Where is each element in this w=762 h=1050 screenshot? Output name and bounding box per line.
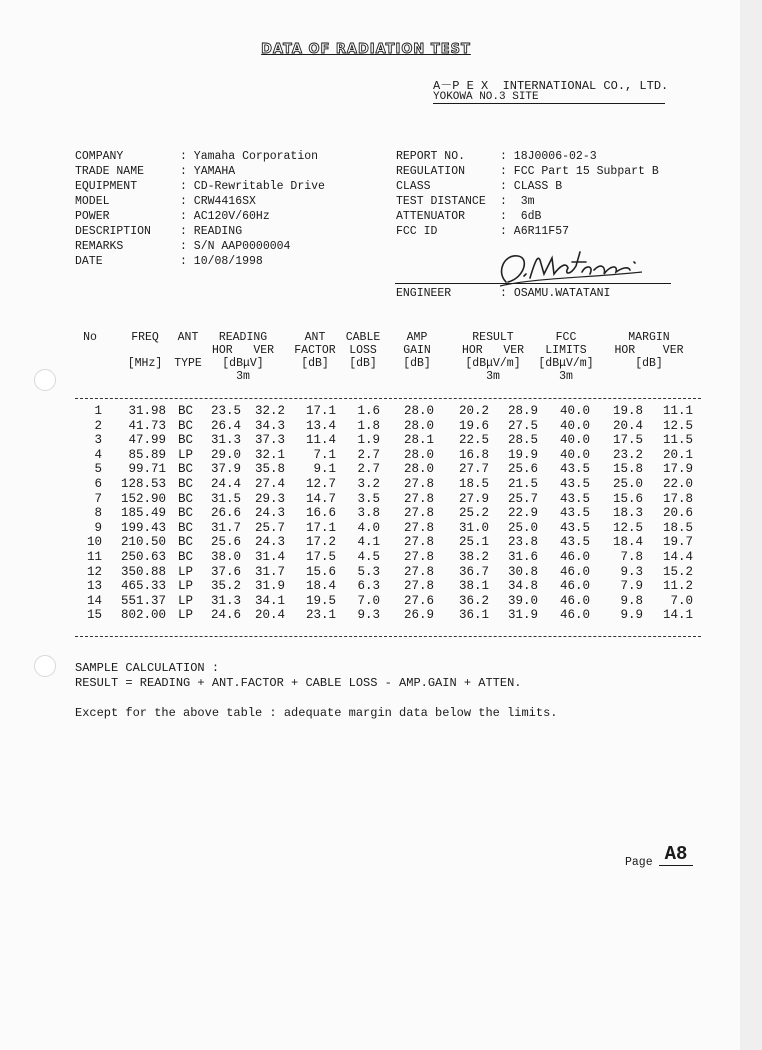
test-site: YOKOWA NO.3 SITE bbox=[433, 91, 665, 104]
page-label: Page bbox=[625, 856, 653, 869]
cell-ant-type: LP bbox=[178, 564, 194, 579]
cell-ant-type: BC bbox=[178, 404, 194, 418]
cell-amp-gain: 27.8 bbox=[403, 506, 434, 521]
cell-ant-factor: 17.2 bbox=[305, 535, 336, 550]
equipment-info-label: EQUIPMENT bbox=[75, 180, 138, 193]
report-info-label: REPORT NO. bbox=[396, 150, 466, 163]
report-info-label: TEST DISTANCE bbox=[396, 195, 486, 208]
cell-fcc-limit: 43.5 bbox=[559, 520, 590, 535]
cell-ant-factor: 7.1 bbox=[313, 447, 336, 462]
report-info-value: : CLASS B bbox=[500, 180, 563, 193]
cell-amp-gain: 26.9 bbox=[403, 608, 434, 623]
cell-amp-gain: 27.8 bbox=[403, 477, 434, 491]
cell-amp-gain: 28.0 bbox=[403, 404, 434, 418]
cell-reading-hor: 31.3 bbox=[210, 593, 241, 608]
cell-result-hor: 36.1 bbox=[458, 608, 489, 623]
cell-no: 5 bbox=[94, 462, 102, 477]
cell-margin-ver: 11.1 bbox=[662, 404, 693, 418]
header-cable-loss: CABLE LOSS [dB] bbox=[345, 331, 381, 370]
cell-result-ver: 39.0 bbox=[507, 593, 538, 608]
equipment-info-label: COMPANY bbox=[75, 150, 124, 163]
cell-reading-ver: 32.2 bbox=[254, 404, 285, 418]
cell-ant-type: BC bbox=[178, 491, 194, 506]
cell-no: 15 bbox=[86, 608, 102, 623]
cell-fcc-limit: 40.0 bbox=[559, 433, 590, 448]
document-title: DATA OF RADIATION TEST bbox=[261, 42, 471, 57]
cell-margin-ver: 11.5 bbox=[662, 433, 693, 448]
company-name: A－P E X INTERNATIONAL CO., LTD. bbox=[433, 79, 669, 93]
cell-fcc-limit: 46.0 bbox=[559, 579, 590, 594]
cell-reading-hor: 25.6 bbox=[210, 535, 241, 550]
cell-result-ver: 25.0 bbox=[507, 520, 538, 535]
equipment-info-label: MODEL bbox=[75, 195, 110, 208]
cell-amp-gain: 28.0 bbox=[403, 418, 434, 433]
cell-freq: 250.63 bbox=[120, 550, 166, 564]
cell-margin-ver: 15.2 bbox=[662, 564, 693, 579]
cell-margin-ver: 18.5 bbox=[662, 520, 693, 535]
cell-margin-hor: 7.8 bbox=[620, 550, 643, 564]
equipment-info-value: : CD-Rewritable Drive bbox=[180, 180, 325, 193]
cell-no: 8 bbox=[94, 506, 102, 521]
cell-margin-hor: 7.9 bbox=[620, 579, 643, 594]
cell-result-ver: 28.5 bbox=[507, 433, 538, 448]
engineer-value: OSAMU.WATATANI bbox=[513, 287, 611, 300]
cell-reading-ver: 34.1 bbox=[254, 593, 285, 608]
cell-fcc-limit: 43.5 bbox=[559, 491, 590, 506]
cell-ant-factor: 13.4 bbox=[305, 418, 336, 433]
cell-cable-loss: 3.5 bbox=[357, 491, 380, 506]
cell-freq: 185.49 bbox=[120, 506, 166, 521]
cell-result-ver: 27.5 bbox=[507, 418, 538, 433]
cell-ant-type: LP bbox=[178, 608, 194, 623]
cell-reading-hor: 37.6 bbox=[210, 564, 241, 579]
header-fcc-limits: FCC LIMITS [dBμV/m] 3m bbox=[538, 331, 594, 383]
cell-reading-hor: 35.2 bbox=[210, 579, 241, 594]
cell-reading-hor: 37.9 bbox=[210, 462, 241, 477]
cell-no: 12 bbox=[86, 564, 102, 579]
cell-ant-factor: 18.4 bbox=[305, 579, 336, 594]
cell-fcc-limit: 43.5 bbox=[559, 462, 590, 477]
cell-ant-type: LP bbox=[178, 447, 194, 462]
cell-margin-ver: 22.0 bbox=[662, 477, 693, 491]
report-info-value: : 3m bbox=[500, 195, 535, 208]
cell-margin-ver: 14.1 bbox=[662, 608, 693, 623]
cell-freq: 41.73 bbox=[128, 418, 166, 433]
cell-no: 1 bbox=[94, 404, 102, 418]
cell-ant-type: BC bbox=[178, 462, 194, 477]
cell-result-ver: 31.9 bbox=[507, 608, 538, 623]
cell-margin-hor: 12.5 bbox=[612, 520, 643, 535]
equipment-info-value: : YAMAHA bbox=[180, 165, 236, 178]
equipment-info-label: REMARKS bbox=[75, 240, 124, 253]
cell-cable-loss: 6.3 bbox=[357, 579, 380, 594]
cell-amp-gain: 27.8 bbox=[403, 550, 434, 564]
cell-ant-type: LP bbox=[178, 593, 194, 608]
cell-reading-ver: 31.9 bbox=[254, 579, 285, 594]
cell-result-hor: 27.7 bbox=[458, 462, 489, 477]
cell-freq: 350.88 bbox=[120, 564, 166, 579]
cell-result-ver: 31.6 bbox=[507, 550, 538, 564]
cell-result-hor: 27.9 bbox=[458, 491, 489, 506]
cell-no: 13 bbox=[86, 579, 102, 594]
cell-amp-gain: 28.1 bbox=[403, 433, 434, 448]
cell-result-hor: 31.0 bbox=[458, 520, 489, 535]
cell-cable-loss: 4.1 bbox=[357, 535, 380, 550]
cell-margin-ver: 17.9 bbox=[662, 462, 693, 477]
cell-ant-type: BC bbox=[178, 433, 194, 448]
cell-amp-gain: 27.8 bbox=[403, 491, 434, 506]
cell-result-hor: 20.2 bbox=[458, 404, 489, 418]
cell-ant-factor: 11.4 bbox=[305, 433, 336, 448]
punch-hole-top bbox=[34, 369, 56, 391]
cell-freq: 551.37 bbox=[120, 593, 166, 608]
cell-ant-factor: 17.1 bbox=[305, 520, 336, 535]
cell-margin-hor: 15.8 bbox=[612, 462, 643, 477]
cell-ant-factor: 23.1 bbox=[305, 608, 336, 623]
report-info-label: CLASS bbox=[396, 180, 431, 193]
cell-margin-hor: 9.3 bbox=[620, 564, 643, 579]
cell-ant-factor: 17.1 bbox=[305, 404, 336, 418]
cell-result-hor: 16.8 bbox=[458, 447, 489, 462]
cell-margin-hor: 15.6 bbox=[612, 491, 643, 506]
cell-reading-hor: 31.3 bbox=[210, 433, 241, 448]
cell-margin-ver: 14.4 bbox=[662, 550, 693, 564]
report-info-label: ATTENUATOR bbox=[396, 210, 466, 223]
cell-fcc-limit: 46.0 bbox=[559, 608, 590, 623]
sample-calc-note: Except for the above table : adequate margin data below the limits. bbox=[75, 706, 558, 720]
cell-cable-loss: 2.7 bbox=[357, 447, 380, 462]
engineer-name: : OSAMU.WATATANI bbox=[500, 287, 611, 300]
cell-result-ver: 34.8 bbox=[507, 579, 538, 594]
cell-fcc-limit: 43.5 bbox=[559, 506, 590, 521]
equipment-info-value: : AC120V/60Hz bbox=[180, 210, 270, 223]
header-ant-factor: ANT FACTOR [dB] bbox=[294, 331, 336, 370]
cell-reading-ver: 25.7 bbox=[254, 520, 285, 535]
cell-reading-hor: 26.6 bbox=[210, 506, 241, 521]
cell-ant-type: BC bbox=[178, 550, 194, 564]
equipment-info-label: DESCRIPTION bbox=[75, 225, 151, 238]
page-edge bbox=[740, 0, 762, 1050]
cell-no: 4 bbox=[94, 447, 102, 462]
cell-result-hor: 38.1 bbox=[458, 579, 489, 594]
cell-margin-ver: 7.0 bbox=[670, 593, 693, 608]
cell-result-hor: 18.5 bbox=[458, 477, 489, 491]
punch-hole-bottom bbox=[34, 655, 56, 677]
cell-freq: 128.53 bbox=[120, 477, 166, 491]
cell-result-ver: 25.7 bbox=[507, 491, 538, 506]
cell-fcc-limit: 40.0 bbox=[559, 404, 590, 418]
cell-result-ver: 19.9 bbox=[507, 447, 538, 462]
cell-cable-loss: 4.0 bbox=[357, 520, 380, 535]
cell-result-hor: 22.5 bbox=[458, 433, 489, 448]
report-info-value: : FCC Part 15 Subpart B bbox=[500, 165, 659, 178]
equipment-info-label: TRADE NAME bbox=[75, 165, 145, 178]
cell-cable-loss: 1.6 bbox=[357, 404, 380, 418]
cell-freq: 465.33 bbox=[120, 579, 166, 594]
table-top-rule bbox=[75, 398, 701, 399]
cell-cable-loss: 7.0 bbox=[357, 593, 380, 608]
cell-reading-hor: 24.6 bbox=[210, 608, 241, 623]
cell-margin-ver: 20.6 bbox=[662, 506, 693, 521]
engineer-label: ENGINEER bbox=[396, 287, 452, 300]
cell-amp-gain: 27.6 bbox=[403, 593, 434, 608]
cell-fcc-limit: 46.0 bbox=[559, 564, 590, 579]
cell-reading-ver: 20.4 bbox=[254, 608, 285, 623]
cell-no: 14 bbox=[86, 593, 102, 608]
header-ant-type: ANT TYPE bbox=[174, 331, 202, 370]
cell-ant-factor: 19.5 bbox=[305, 593, 336, 608]
cell-margin-hor: 18.3 bbox=[612, 506, 643, 521]
cell-freq: 47.99 bbox=[128, 433, 166, 448]
cell-result-ver: 25.6 bbox=[507, 462, 538, 477]
cell-reading-ver: 32.1 bbox=[254, 447, 285, 462]
cell-no: 7 bbox=[94, 491, 102, 506]
equipment-info-value: : S/N AAP0000004 bbox=[180, 240, 291, 253]
cell-reading-ver: 31.4 bbox=[254, 550, 285, 564]
cell-ant-factor: 17.5 bbox=[305, 550, 336, 564]
cell-margin-ver: 12.5 bbox=[662, 418, 693, 433]
cell-ant-type: LP bbox=[178, 579, 194, 594]
cell-reading-hor: 23.5 bbox=[210, 404, 241, 418]
cell-no: 2 bbox=[94, 418, 102, 433]
cell-cable-loss: 3.2 bbox=[357, 477, 380, 491]
cell-freq: 85.89 bbox=[128, 447, 166, 462]
cell-no: 3 bbox=[94, 433, 102, 448]
cell-freq: 210.50 bbox=[120, 535, 166, 550]
page-number: A8 bbox=[659, 843, 693, 866]
cell-result-hor: 19.6 bbox=[458, 418, 489, 433]
cell-amp-gain: 27.8 bbox=[403, 535, 434, 550]
cell-ant-type: BC bbox=[178, 535, 194, 550]
equipment-info-label: POWER bbox=[75, 210, 110, 223]
header-result: RESULT HOR VER [dBμV/m] 3m bbox=[461, 331, 525, 383]
report-info-label: REGULATION bbox=[396, 165, 466, 178]
cell-reading-hor: 29.0 bbox=[210, 447, 241, 462]
cell-reading-hor: 24.4 bbox=[210, 477, 241, 491]
cell-freq: 152.90 bbox=[120, 491, 166, 506]
cell-cable-loss: 5.3 bbox=[357, 564, 380, 579]
cell-result-ver: 28.9 bbox=[507, 404, 538, 418]
cell-reading-ver: 37.3 bbox=[254, 433, 285, 448]
cell-result-ver: 30.8 bbox=[507, 564, 538, 579]
equipment-info-value: : 10/08/1998 bbox=[180, 255, 263, 268]
cell-reading-ver: 35.8 bbox=[254, 462, 285, 477]
cell-ant-factor: 12.7 bbox=[305, 477, 336, 491]
cell-result-hor: 36.2 bbox=[458, 593, 489, 608]
cell-freq: 31.98 bbox=[128, 404, 166, 418]
cell-margin-ver: 20.1 bbox=[662, 447, 693, 462]
equipment-info-label: DATE bbox=[75, 255, 103, 268]
cell-reading-ver: 27.4 bbox=[254, 477, 285, 491]
cell-ant-type: BC bbox=[178, 418, 194, 433]
cell-ant-factor: 15.6 bbox=[305, 564, 336, 579]
cell-cable-loss: 3.8 bbox=[357, 506, 380, 521]
report-info-value: : 6dB bbox=[500, 210, 542, 223]
cell-fcc-limit: 46.0 bbox=[559, 550, 590, 564]
cell-reading-hor: 31.5 bbox=[210, 491, 241, 506]
cell-ant-factor: 9.1 bbox=[313, 462, 336, 477]
cell-fcc-limit: 43.5 bbox=[559, 535, 590, 550]
cell-cable-loss: 2.7 bbox=[357, 462, 380, 477]
header-amp-gain: AMP GAIN [dB] bbox=[403, 331, 431, 370]
cell-amp-gain: 27.8 bbox=[403, 520, 434, 535]
cell-margin-ver: 19.7 bbox=[662, 535, 693, 550]
cell-reading-ver: 24.3 bbox=[254, 535, 285, 550]
cell-result-hor: 38.2 bbox=[458, 550, 489, 564]
cell-ant-type: BC bbox=[178, 477, 194, 491]
equipment-info-value: : READING bbox=[180, 225, 243, 238]
cell-no: 10 bbox=[86, 535, 102, 550]
header-no: No bbox=[83, 331, 97, 344]
header-freq: FREQ [MHz] bbox=[127, 331, 163, 370]
cell-margin-hor: 25.0 bbox=[612, 477, 643, 491]
cell-reading-ver: 31.7 bbox=[254, 564, 285, 579]
cell-margin-hor: 18.4 bbox=[612, 535, 643, 550]
cell-reading-hor: 31.7 bbox=[210, 520, 241, 535]
cell-result-hor: 25.2 bbox=[458, 506, 489, 521]
report-info-value: : 18J0006-02-3 bbox=[500, 150, 597, 163]
cell-freq: 199.43 bbox=[120, 520, 166, 535]
cell-margin-hor: 17.5 bbox=[612, 433, 643, 448]
cell-cable-loss: 4.5 bbox=[357, 550, 380, 564]
table-bottom-rule bbox=[75, 636, 701, 637]
cell-amp-gain: 28.0 bbox=[403, 447, 434, 462]
cell-margin-hor: 20.4 bbox=[612, 418, 643, 433]
header-margin: MARGIN HOR VER [dB] bbox=[614, 331, 684, 370]
cell-ant-factor: 16.6 bbox=[305, 506, 336, 521]
cell-freq: 99.71 bbox=[128, 462, 166, 477]
header-reading: READING HOR VER [dBμV] 3m bbox=[211, 331, 275, 383]
equipment-info-value: : CRW4416SX bbox=[180, 195, 256, 208]
cell-reading-ver: 34.3 bbox=[254, 418, 285, 433]
cell-result-ver: 22.9 bbox=[507, 506, 538, 521]
cell-result-hor: 36.7 bbox=[458, 564, 489, 579]
cell-margin-hor: 9.9 bbox=[620, 608, 643, 623]
cell-no: 9 bbox=[94, 520, 102, 535]
cell-margin-hor: 9.8 bbox=[620, 593, 643, 608]
cell-reading-ver: 24.3 bbox=[254, 506, 285, 521]
cell-reading-hor: 26.4 bbox=[210, 418, 241, 433]
sample-calc-formula: RESULT = READING + ANT.FACTOR + CABLE LOSS - AMP.GAIN + ATTEN. bbox=[75, 676, 522, 690]
cell-margin-hor: 19.8 bbox=[612, 404, 643, 418]
report-info-label: FCC ID bbox=[396, 225, 438, 238]
cell-fcc-limit: 40.0 bbox=[559, 447, 590, 462]
cell-margin-ver: 11.2 bbox=[662, 579, 693, 594]
equipment-info-value: : Yamaha Corporation bbox=[180, 150, 319, 163]
cell-amp-gain: 28.0 bbox=[403, 462, 434, 477]
cell-ant-type: BC bbox=[178, 520, 194, 535]
cell-result-hor: 25.1 bbox=[458, 535, 489, 550]
cell-fcc-limit: 40.0 bbox=[559, 418, 590, 433]
sample-calc-heading: SAMPLE CALCULATION : bbox=[75, 661, 220, 675]
cell-reading-hor: 38.0 bbox=[210, 550, 241, 564]
cell-reading-ver: 29.3 bbox=[254, 491, 285, 506]
cell-no: 6 bbox=[94, 477, 102, 491]
cell-amp-gain: 27.8 bbox=[403, 579, 434, 594]
cell-margin-hor: 23.2 bbox=[612, 447, 643, 462]
cell-result-ver: 23.8 bbox=[507, 535, 538, 550]
cell-no: 11 bbox=[86, 550, 102, 564]
cell-margin-ver: 17.8 bbox=[662, 491, 693, 506]
cell-cable-loss: 1.8 bbox=[357, 418, 380, 433]
cell-amp-gain: 27.8 bbox=[403, 564, 434, 579]
cell-result-ver: 21.5 bbox=[507, 477, 538, 491]
report-info-value: : A6R11F57 bbox=[500, 225, 570, 238]
cell-ant-type: BC bbox=[178, 506, 194, 521]
cell-fcc-limit: 43.5 bbox=[559, 477, 590, 491]
cell-cable-loss: 9.3 bbox=[357, 608, 380, 623]
cell-cable-loss: 1.9 bbox=[357, 433, 380, 448]
signature-line bbox=[395, 283, 671, 284]
cell-ant-factor: 14.7 bbox=[305, 491, 336, 506]
cell-fcc-limit: 46.0 bbox=[559, 593, 590, 608]
cell-freq: 802.00 bbox=[120, 608, 166, 623]
